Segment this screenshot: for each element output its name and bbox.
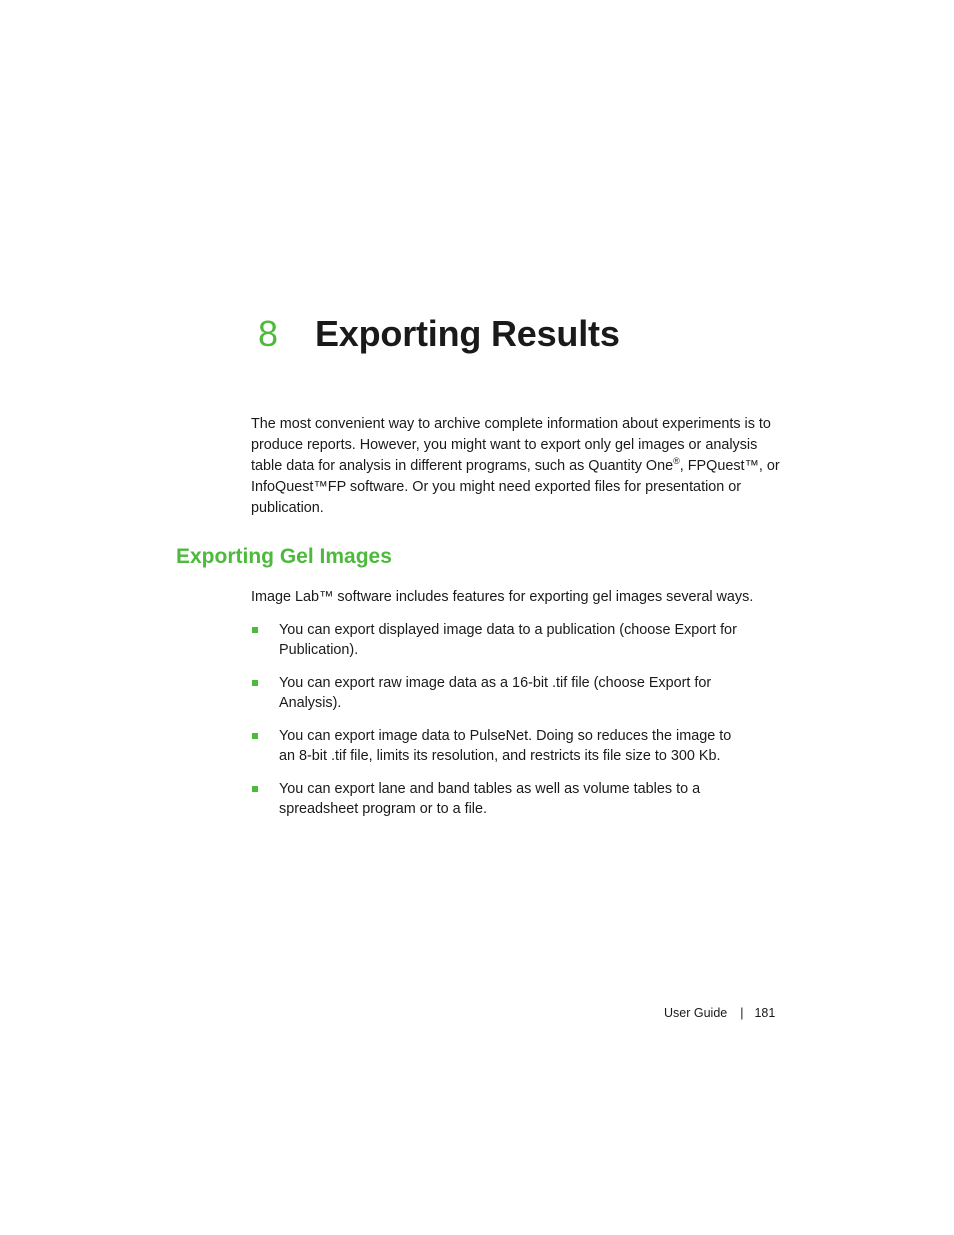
footer-separator: | bbox=[740, 1006, 744, 1020]
page-footer bbox=[664, 1004, 775, 1022]
square-bullet-icon bbox=[252, 733, 258, 739]
list-item-text: You can export raw image data as a 16-bit .tif file (choose Export for Analysis). bbox=[279, 675, 712, 711]
list-item bbox=[251, 779, 791, 819]
square-bullet-icon bbox=[252, 786, 258, 792]
list-item-text: You can export lane and band tables as well as volume tables to a spreadsheet program or to a file. bbox=[279, 781, 701, 817]
chapter-title: Exporting Results bbox=[315, 313, 620, 354]
list-item-text: You can export image data to PulseNet. Doing so reduces the image to an 8-bit .tif file, limits its resolution, and restricts its file size to 300 Kb. bbox=[279, 728, 732, 764]
chapter-number: 8 bbox=[258, 313, 279, 354]
bullet-list bbox=[251, 620, 791, 832]
intro-text-part-1: The most convenient way to archive complete information about experiments is to produce reports. However, you might want to export only gel images or analysis table data for analysis in different programs, such as Quantity One bbox=[251, 416, 771, 474]
footer-label: User Guide bbox=[664, 1006, 728, 1020]
list-item-text: You can export displayed image data to a publication (choose Export for Publication). bbox=[279, 622, 737, 658]
page-number: 181 bbox=[754, 1006, 776, 1020]
square-bullet-icon bbox=[252, 680, 258, 686]
list-item bbox=[251, 620, 791, 660]
list-item bbox=[251, 726, 791, 766]
intro-text-part-2: , FPQuest™, or InfoQuest™FP software. Or you might need exported files for presentation or publication. bbox=[251, 458, 780, 516]
list-item bbox=[251, 673, 791, 713]
section-lead-paragraph: Image Lab™ software includes features for exporting gel images several ways. bbox=[251, 589, 754, 605]
square-bullet-icon bbox=[252, 627, 258, 633]
registered-mark: ® bbox=[673, 456, 680, 466]
section-heading: Exporting Gel Images bbox=[176, 545, 392, 568]
intro-paragraph bbox=[251, 414, 781, 519]
